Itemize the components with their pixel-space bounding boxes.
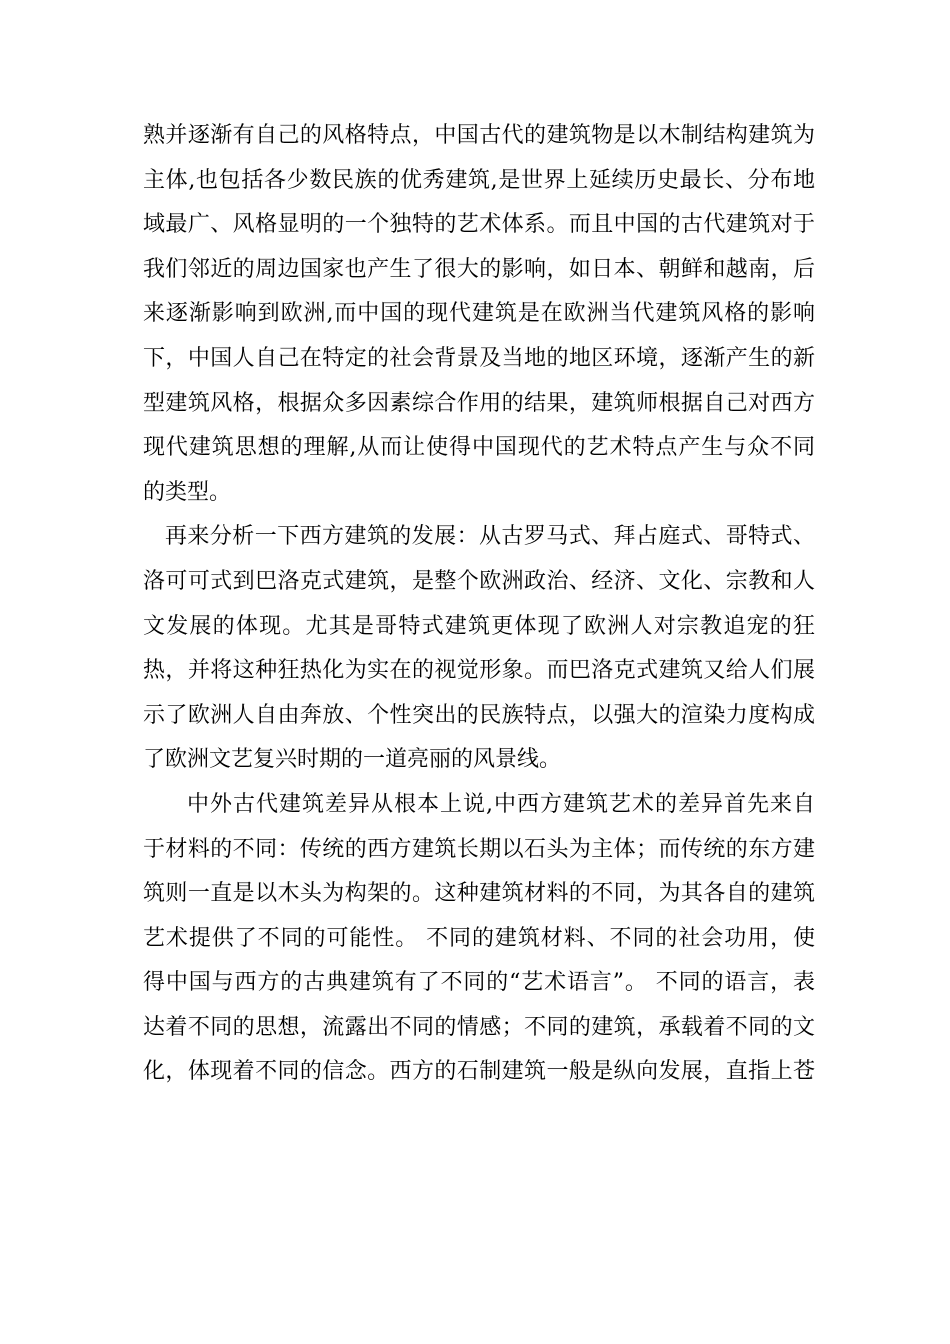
text-line: 熟并逐渐有自己的风格特点，中国古代的建筑物是以木制结构建筑为 [143, 123, 815, 148]
text-line: 热，并将这种狂热化为实在的视觉形象。而巴洛克式建筑又给人们展 [143, 658, 815, 684]
text-line: 的类型。 [143, 479, 232, 505]
text-line: 再来分析一下西方建筑的发展：从古罗马式、拜占庭式、哥特式、 [165, 524, 815, 550]
text-line: 我们邻近的周边国家也产生了很大的影响，如日本、朝鲜和越南，后 [143, 256, 815, 282]
text-line: 现代建筑思想的理解,从而让使得中国现代的艺术特点产生与众不同 [143, 435, 815, 461]
text-line: 化，体现着不同的信念。西方的石制建筑一般是纵向发展，直指上苍 [143, 1059, 815, 1085]
paragraph-chinese-architecture [143, 114, 815, 515]
text-line: 艺术提供了不同的可能性。 不同的建筑材料、不同的社会功用，使 [143, 925, 815, 951]
text-line: 下，中国人自己在特定的社会背景及当地的地区环境，逐渐产生的新 [143, 345, 815, 371]
text-line: 洛可可式到巴洛克式建筑，是整个欧洲政治、经济、文化、宗教和人 [143, 568, 815, 594]
text-line: 示了欧洲人自由奔放、个性突出的民族特点，以强大的渲染力度构成 [143, 702, 815, 728]
text-line: 筑则一直是以木头为构架的。这种建筑材料的不同，为其各自的建筑 [143, 881, 815, 907]
text-line: 达着不同的思想，流露出不同的情感；不同的建筑，承载着不同的文 [143, 1014, 815, 1040]
text-line: 得中国与西方的古典建筑有了不同的“艺术语言”。 不同的语言，表 [143, 970, 815, 996]
text-line: 文发展的体现。尤其是哥特式建筑更体现了欧洲人对宗教追宠的狂 [143, 613, 815, 639]
paragraph-western-architecture [143, 515, 815, 783]
document-body [143, 114, 815, 1095]
text-line: 于材料的不同：传统的西方建筑长期以石头为主体；而传统的东方建 [143, 836, 815, 862]
text-line: 主体,也包括各少数民族的优秀建筑,是世界上延续历史最长、分布地 [143, 167, 815, 193]
paragraph-comparison [143, 783, 815, 1095]
text-line: 域最广、风格显明的一个独特的艺术体系。而且中国的古代建筑对于 [143, 212, 815, 238]
text-line: 了欧洲文艺复兴时期的一道亮丽的风景线。 [143, 747, 562, 773]
text-line: 型建筑风格，根据众多因素综合作用的结果，建筑师根据自己对西方 [143, 390, 815, 416]
text-line: 来逐渐影响到欧洲,而中国的现代建筑是在欧洲当代建筑风格的影响 [143, 301, 815, 327]
text-line: 中外古代建筑差异从根本上说,中西方建筑艺术的差异首先来自 [187, 791, 815, 817]
